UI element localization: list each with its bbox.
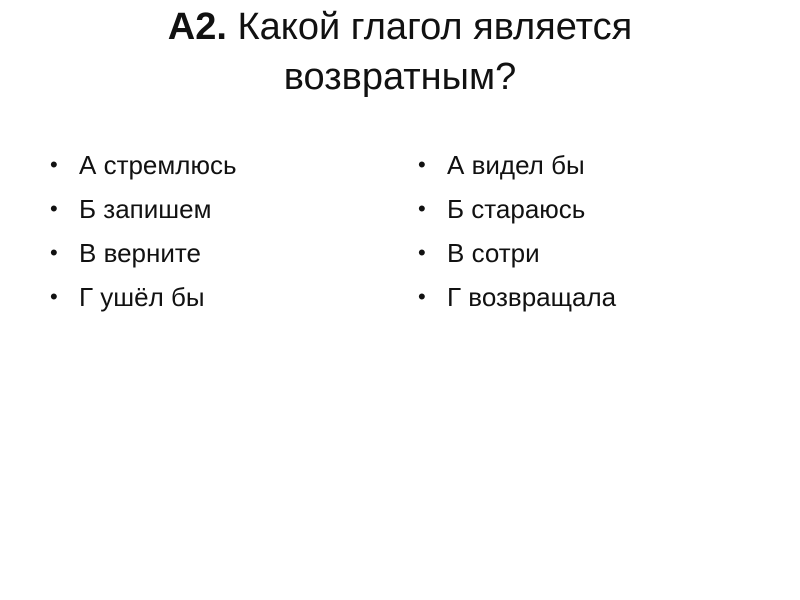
option-label: Б запишем — [79, 194, 212, 224]
bullet-icon: • — [418, 240, 426, 265]
list-item — [50, 275, 370, 319]
option-label: А видел бы — [447, 150, 585, 180]
option-label: В верните — [79, 238, 201, 268]
bullet-icon: • — [418, 196, 426, 221]
left-options-list — [50, 143, 370, 319]
list-item — [418, 231, 758, 275]
list-item — [50, 187, 370, 231]
bullet-icon: • — [50, 284, 58, 309]
bullet-icon: • — [50, 152, 58, 177]
bullet-icon: • — [418, 152, 426, 177]
list-item — [418, 275, 758, 319]
list-item — [50, 231, 370, 275]
title-text: Какой глагол является возвратным? — [226, 6, 633, 98]
bullet-icon: • — [50, 240, 58, 265]
option-label: Г возвращала — [447, 282, 617, 312]
right-options-list — [418, 143, 758, 319]
list-item — [418, 187, 758, 231]
option-label: В сотри — [447, 238, 540, 268]
bullet-icon: • — [418, 284, 426, 309]
list-item — [418, 143, 758, 187]
title-prefix: А2. — [167, 6, 227, 48]
bullet-icon: • — [50, 196, 58, 221]
option-label: А стремлюсь — [79, 150, 237, 180]
list-item — [50, 143, 370, 187]
option-label: Г ушёл бы — [79, 282, 205, 312]
slide-title — [80, 2, 720, 102]
option-label: Б стараюсь — [447, 194, 586, 224]
